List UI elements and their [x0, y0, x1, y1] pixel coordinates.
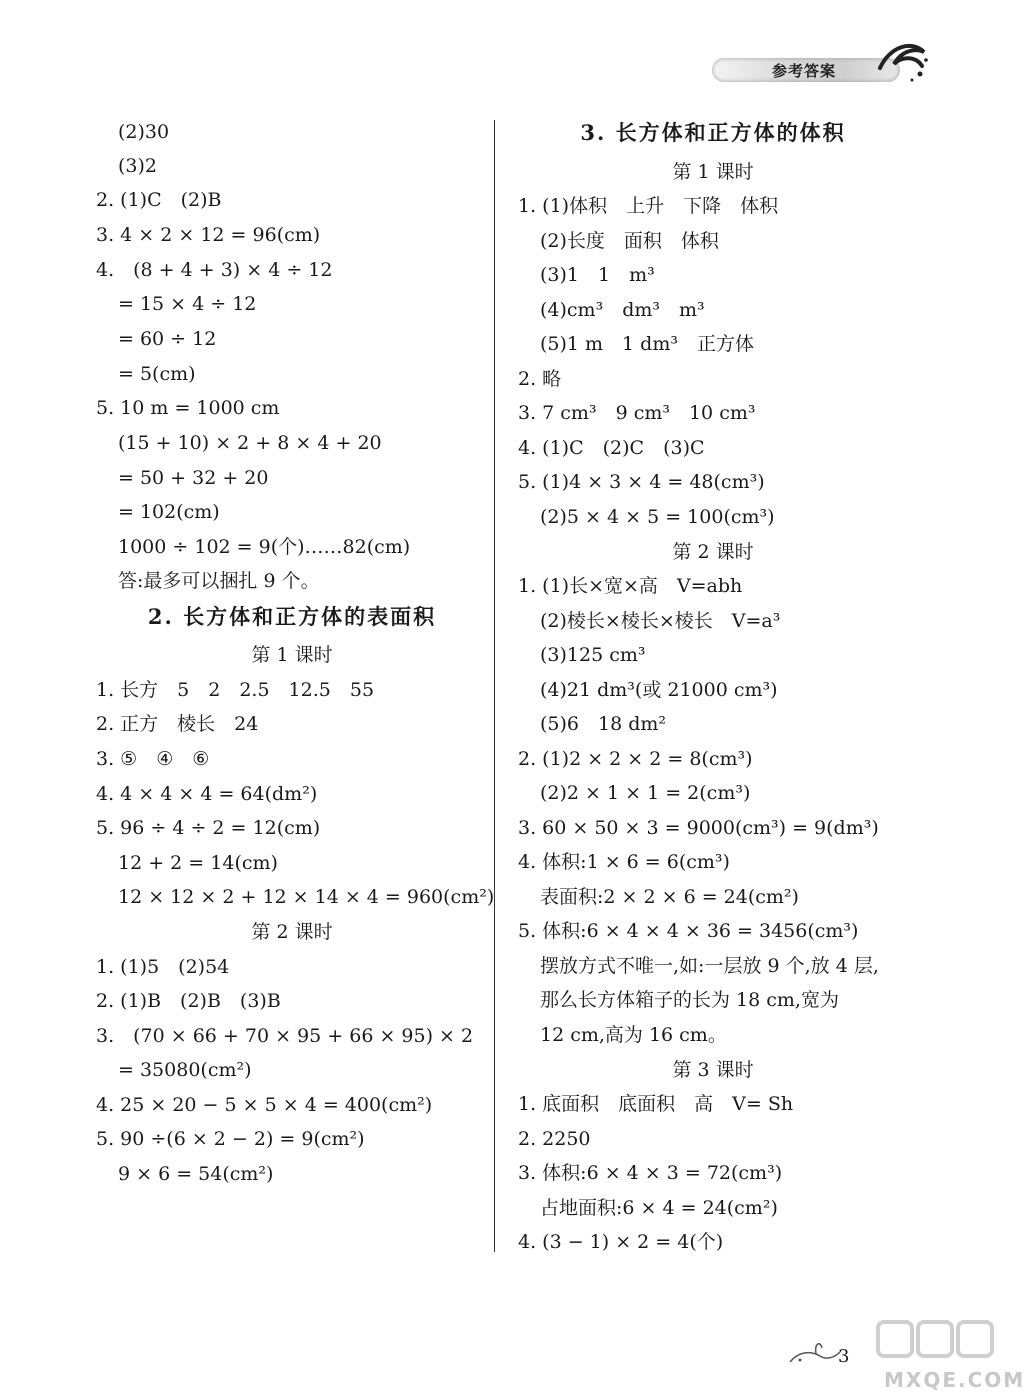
answer-line: 12 cm,高为 16 cm。	[540, 1024, 727, 1046]
answer-line: = 102(cm)	[118, 501, 220, 523]
answer-line: (5)1 m 1 dm³ 正方体	[540, 333, 754, 355]
lesson-heading: 第 1 课时	[672, 161, 754, 183]
lesson-heading: 第 2 课时	[672, 541, 754, 563]
lesson-heading: 第 2 课时	[251, 921, 333, 943]
answer-line: 4. 4 × 4 × 4 = 64(dm²)	[96, 783, 318, 805]
answer-line: = 60 ÷ 12	[118, 328, 217, 350]
answer-line: 4. 25 × 20 − 5 × 5 × 4 = 400(cm²)	[96, 1094, 433, 1116]
answer-line: 摆放方式不唯一,如:一层放 9 个,放 4 层,	[540, 955, 879, 977]
answer-line: 5. (1)4 × 3 × 4 = 48(cm³)	[518, 471, 765, 493]
answer-line: 1. 长方 5 2 2.5 12.5 55	[96, 679, 375, 701]
answer-line: 占地面积:6 × 4 = 24(cm²)	[540, 1197, 778, 1219]
answer-line: = 35080(cm²)	[118, 1059, 252, 1081]
answer-line: (4)21 dm³(或 21000 cm³)	[540, 679, 778, 701]
answer-line: (2)长度 面积 体积	[540, 230, 719, 252]
answer-line: 2. (1)2 × 2 × 2 = 8(cm³)	[518, 748, 753, 770]
answer-line: 3. 4 × 2 × 12 = 96(cm)	[96, 224, 321, 246]
answer-line: 答:最多可以捆扎 9 个。	[118, 570, 320, 592]
section-title: 2. 长方体和正方体的表面积	[147, 604, 437, 629]
answer-line: (2)30	[118, 121, 170, 143]
answer-line: = 5(cm)	[118, 363, 196, 385]
answer-line: 2. (1)B (2)B (3)B	[96, 990, 281, 1012]
answer-line: 4. (1)C (2)C (3)C	[518, 437, 705, 459]
answer-line: 3. (70 × 66 + 70 × 95 + 66 × 95) × 2	[96, 1025, 474, 1047]
answer-line: (15 + 10) × 2 + 8 × 4 + 20	[118, 432, 382, 454]
answer-line: 1. 底面积 底面积 高 V= Sh	[518, 1093, 794, 1115]
section-title: 3. 长方体和正方体的体积	[580, 120, 846, 145]
answer-line: 3. 60 × 50 × 3 = 9000(cm³) = 9(dm³)	[518, 817, 879, 839]
answer-line: = 50 + 32 + 20	[118, 467, 269, 489]
answer-line: 3. 7 cm³ 9 cm³ 10 cm³	[518, 402, 756, 424]
column-divider	[494, 120, 495, 1252]
answer-line: 3. 体积:6 × 4 × 3 = 72(cm³)	[518, 1162, 783, 1184]
answer-line: (3)2	[118, 155, 158, 177]
answer-line: (5)6 18 dm²	[540, 713, 667, 735]
watermark-text: MXQE.COM	[884, 1368, 1025, 1392]
answer-line: 12 + 2 = 14(cm)	[118, 852, 278, 874]
answer-line: = 15 × 4 ÷ 12	[118, 293, 257, 315]
rabbit-doodle-icon	[786, 1334, 846, 1374]
answer-line: (2)2 × 1 × 1 = 2(cm³)	[540, 782, 751, 804]
answer-line: 2. 2250	[518, 1128, 591, 1150]
page-number: 3	[838, 1346, 850, 1367]
brush-swirl-icon	[872, 38, 932, 88]
answer-line: 2. 略	[518, 368, 562, 390]
answer-line: (3)1 1 m³	[540, 264, 655, 286]
answer-line: 5. 体积:6 × 4 × 4 × 36 = 3456(cm³)	[518, 920, 859, 942]
answer-line: 1. (1)长×宽×高 V=abh	[518, 575, 743, 597]
lesson-heading: 第 3 课时	[672, 1059, 754, 1081]
answer-line: (2)棱长×棱长×棱长 V=a³	[540, 610, 781, 632]
answer-line: (4)cm³ dm³ m³	[540, 299, 705, 321]
answer-line: 4. 体积:1 × 6 = 6(cm³)	[518, 851, 730, 873]
answer-line: 4. (3 − 1) × 2 = 4(个)	[518, 1231, 724, 1253]
answer-line: 1. (1)体积 上升 下降 体积	[518, 195, 779, 217]
answer-line: 4. (8 + 4 + 3) × 4 ÷ 12	[96, 259, 333, 281]
answer-line: 那么长方体箱子的长为 18 cm,宽为	[540, 989, 839, 1011]
answer-line: 2. 正方 棱长 24	[96, 713, 259, 735]
answer-line: (2)5 × 4 × 5 = 100(cm³)	[540, 506, 775, 528]
answer-line: (3)125 cm³	[540, 644, 646, 666]
answer-line: 表面积:2 × 2 × 6 = 24(cm²)	[540, 886, 799, 908]
answer-line: 12 × 12 × 2 + 12 × 14 × 4 = 960(cm²)	[118, 886, 495, 908]
answer-line: 1. (1)5 (2)54	[96, 956, 230, 978]
answer-line: 2. (1)C (2)B	[96, 189, 222, 211]
header-banner	[712, 52, 912, 90]
answer-line: 3. ⑤ ④ ⑥	[96, 748, 210, 770]
lesson-heading: 第 1 课时	[251, 644, 333, 666]
answer-line: 1000 ÷ 102 = 9(个)……82(cm)	[118, 536, 411, 558]
header-label: 参考答案	[772, 62, 837, 80]
answer-line: 5. 96 ÷ 4 ÷ 2 = 12(cm)	[96, 817, 321, 839]
answer-line: 5. 90 ÷(6 × 2 − 2) = 9(cm²)	[96, 1128, 365, 1150]
answer-line: 5. 10 m = 1000 cm	[96, 397, 280, 419]
answer-line: 9 × 6 = 54(cm²)	[118, 1163, 274, 1185]
